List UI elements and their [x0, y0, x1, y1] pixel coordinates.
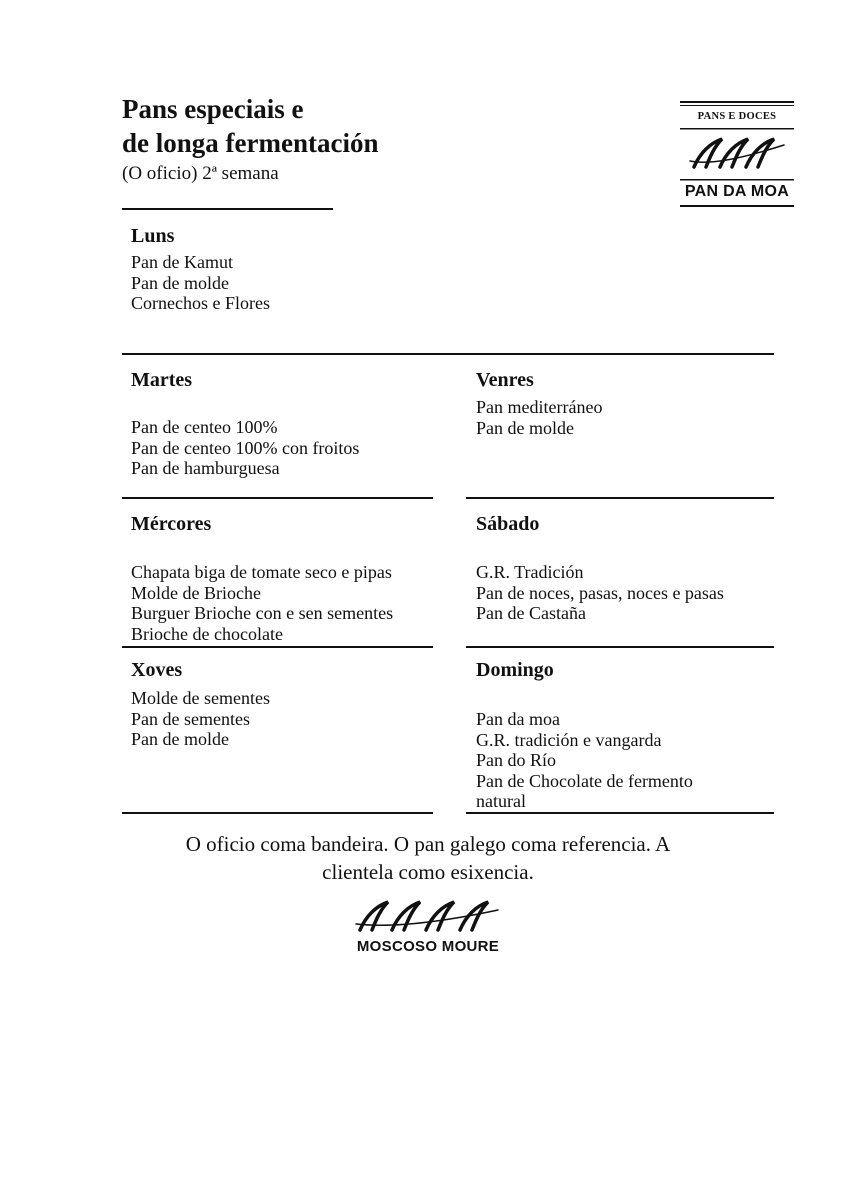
list-item: Pan de centeo 100% con froitos: [131, 437, 360, 458]
day-heading-domingo: Domingo: [476, 659, 554, 681]
list-item: Molde de Brioche: [131, 582, 261, 603]
title-line-2: de longa fermentación: [122, 128, 379, 158]
triple-wave-logo-icon: [690, 139, 784, 167]
slogan-line-1: O oficio coma bandeira. O pan galego coma referencia. A: [185, 832, 671, 856]
title-line-1: Pans especiais e: [122, 94, 304, 124]
list-item: Pan de noces, pasas, noces e pasas: [476, 582, 724, 603]
list-item: Pan de molde: [476, 417, 574, 438]
list-item: natural: [476, 791, 526, 812]
section-divider: [122, 497, 433, 499]
day-heading-martes: Martes: [131, 369, 193, 391]
day-heading-luns: Luns: [131, 225, 175, 247]
list-item: Burguer Brioche con e sen sementes: [131, 603, 394, 624]
list-item: Pan de centeo 100%: [131, 417, 278, 437]
list-item: Pan de Castaña: [476, 603, 586, 624]
page-title: [122, 92, 378, 160]
list-item: Chapata biga de tomate seco e pipas: [131, 562, 392, 582]
day-list-luns: [131, 252, 270, 314]
logo-name: PAN DA MOA: [684, 183, 790, 200]
list-item: Pan de Chocolate de fermento: [476, 770, 693, 791]
day-list-domingo: [476, 709, 693, 812]
title-divider: [122, 208, 333, 210]
list-item: Pan de hamburguesa: [131, 458, 280, 479]
list-item: Pan de molde: [131, 729, 229, 750]
brand-name: MOSCOSO MOURE: [356, 938, 500, 955]
list-item: Pan mediterráneo: [476, 397, 603, 417]
section-divider: [122, 646, 433, 648]
section-divider: [466, 646, 774, 648]
list-item: Cornechos e Flores: [131, 293, 270, 314]
quadruple-wave-logo-icon: [352, 898, 504, 934]
day-heading-xoves: Xoves: [131, 659, 183, 681]
slogan-line-2: clientela como esixencia.: [322, 860, 534, 884]
section-divider: [122, 812, 433, 814]
day-list-mercores: [131, 562, 393, 644]
footer-slogan: [140, 830, 716, 886]
day-list-sabado: [476, 562, 724, 624]
day-list-martes: [131, 417, 359, 479]
day-list-xoves: [131, 688, 270, 750]
list-item: G.R. Tradición: [476, 562, 584, 582]
day-list-venres: [476, 397, 602, 438]
list-item: Brioche de chocolate: [131, 623, 283, 644]
list-item: Pan do Río: [476, 750, 557, 771]
list-item: G.R. tradición e vangarda: [476, 729, 662, 750]
logo-tagline: PANS E DOCES: [697, 111, 777, 122]
list-item: Molde de sementes: [131, 688, 270, 708]
day-heading-sabado: Sábado: [476, 513, 540, 535]
list-item: Pan de Kamut: [131, 252, 233, 272]
section-divider: [466, 812, 774, 814]
list-item: Pan da moa: [476, 709, 560, 729]
page-subtitle: (O oficio) 2ª semana: [122, 163, 279, 184]
section-divider: [466, 497, 774, 499]
day-heading-venres: Venres: [476, 369, 534, 391]
section-divider: [122, 353, 774, 355]
list-item: Pan de molde: [131, 272, 229, 293]
day-heading-mercores: Mércores: [131, 513, 212, 535]
list-item: Pan de sementes: [131, 708, 250, 729]
